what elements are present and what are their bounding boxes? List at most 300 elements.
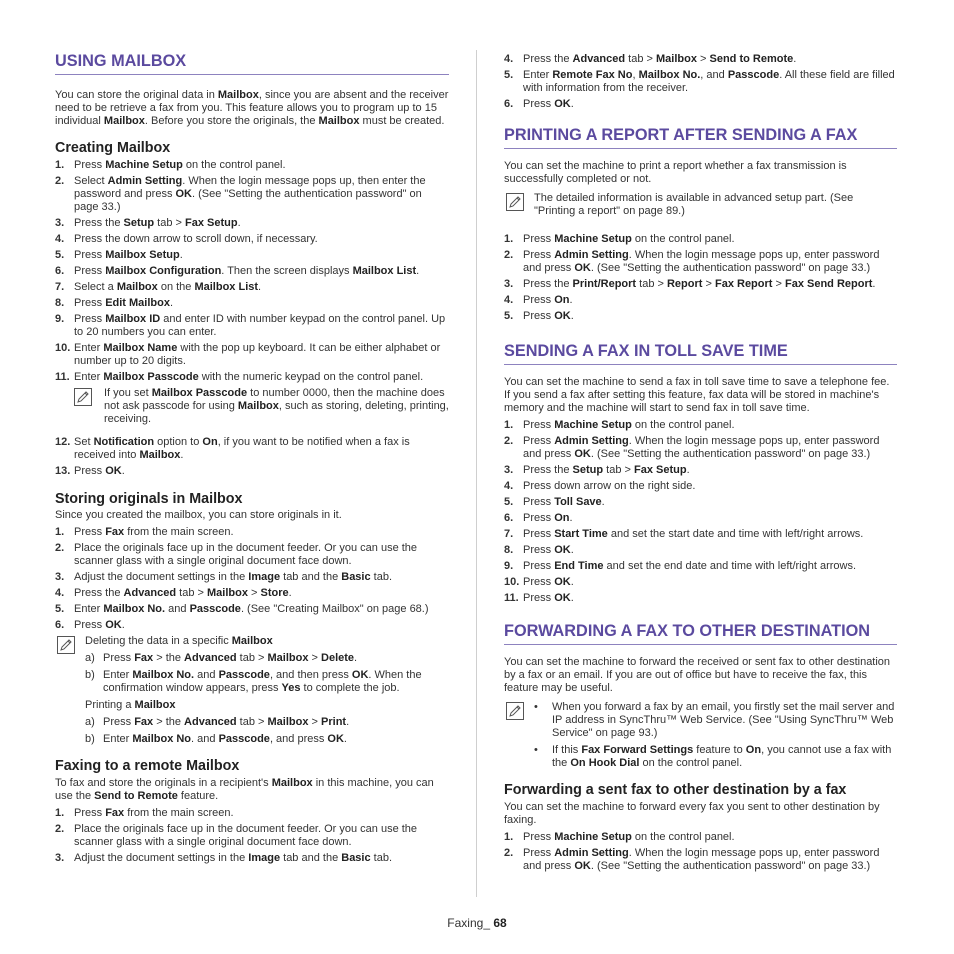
text-run: Enter: [523, 69, 553, 81]
text-run: Press the down arrow to scroll down, if necessary.: [74, 233, 318, 245]
list-item-text: [523, 435, 879, 460]
forward-sent-intro: [504, 801, 897, 827]
text-run: .: [258, 281, 262, 293]
text-run: Press: [74, 465, 106, 477]
list-item: [55, 465, 449, 478]
text-run: option to: [154, 436, 203, 448]
list-item: [504, 278, 897, 291]
text-run: .: [601, 496, 605, 508]
list-item-number: 8.: [504, 544, 514, 556]
list-item-text: [74, 603, 429, 615]
text-run: Press: [523, 512, 555, 524]
list-item-number: 9.: [504, 560, 514, 572]
list-item-number: 3.: [55, 571, 65, 583]
text-run: On: [554, 512, 570, 524]
list-item-number: 1.: [55, 526, 65, 538]
text-run: Press: [523, 419, 555, 431]
subsection-title-storing-originals: Storing originals in Mailbox: [55, 491, 243, 507]
text-run: OK: [175, 188, 192, 200]
text-run: , and then press: [269, 669, 352, 681]
text-run: If this: [552, 744, 582, 756]
text-run: Press: [523, 592, 555, 604]
text-run: Mailbox Passcode: [151, 387, 248, 399]
using-mailbox-intro: [55, 89, 449, 128]
text-run: Fax Setup: [633, 464, 687, 476]
text-run: Press: [523, 496, 555, 508]
text-run: and: [165, 603, 190, 615]
text-run: Mailbox: [271, 777, 313, 789]
list-item-text: [523, 528, 863, 540]
text-run: >: [772, 278, 785, 290]
text-run: . and: [191, 733, 219, 745]
subsection-title-forward-sent: Forwarding a sent fax to other destination by a fax: [504, 782, 847, 798]
list-item: [55, 587, 449, 600]
text-run: OK: [327, 733, 344, 745]
list-item: [504, 69, 897, 95]
text-run: Machine Setup: [554, 419, 632, 431]
text-run: Press: [523, 847, 555, 859]
note-forwarding: [504, 701, 897, 770]
text-run: Mailbox: [318, 115, 360, 127]
text-run: .: [169, 297, 174, 309]
text-run: Mailbox List: [194, 281, 259, 293]
text-run: Mailbox: [103, 115, 145, 127]
creating-mailbox-steps-continued: [55, 436, 449, 478]
text-run: On: [202, 436, 218, 448]
text-run: Advanced: [123, 587, 177, 599]
text-run: to number 0000, then the machine does not ask passcode for using: [104, 387, 445, 412]
text-run: .: [570, 592, 574, 604]
page-number: 68: [493, 916, 507, 930]
text-run: tab >: [636, 278, 667, 290]
list-item-number: 6.: [504, 98, 514, 110]
text-run: > the: [153, 652, 185, 664]
list-item: [55, 603, 449, 616]
text-run: , such as storing, deleting, printing, receiving.: [104, 400, 449, 425]
list-item-number: 3.: [55, 852, 65, 864]
subsection-title-faxing-remote: Faxing to a remote Mailbox: [55, 758, 240, 774]
list-item-number: 2.: [504, 435, 514, 447]
text-run: , since you are absent and the receiver need to be retrieve a fax from you. This feature allows you to program up to 15 individual: [55, 89, 449, 127]
storing-originals-steps: [55, 526, 449, 632]
list-item-number: 1.: [55, 159, 65, 171]
list-item-text: [523, 310, 574, 322]
list-item-number: 10.: [55, 342, 71, 354]
section-title-printing-report: PRINTING A REPORT AFTER SENDING A FAX: [504, 126, 897, 149]
text-run: . All these field are filled with information from the receiver.: [523, 69, 895, 94]
list-item-number: 3.: [55, 217, 65, 229]
section-title-forwarding: FORWARDING A FAX TO OTHER DESTINATION: [504, 622, 897, 645]
note-pencil-icon: [506, 702, 524, 720]
text-run: Fax: [134, 716, 154, 728]
text-run: Notification: [93, 436, 155, 448]
text-run: Mailbox: [267, 652, 309, 664]
text-run: Start Time: [554, 528, 608, 540]
list-item-text: [74, 619, 125, 631]
note-passcode-text: [85, 387, 449, 426]
list-item-text: [74, 587, 292, 599]
list-item-number: 10.: [504, 576, 520, 588]
text-run: . When the confirmation window appears, press: [103, 669, 422, 694]
text-run: . When the login message pops up, enter password and press: [523, 249, 880, 274]
text-run: OK: [574, 860, 591, 872]
text-run: Mailbox: [116, 281, 158, 293]
text-run: from the main screen.: [124, 807, 234, 819]
text-run: tab >: [236, 716, 268, 728]
section-title-using-mailbox: USING MAILBOX: [55, 52, 449, 75]
text-run: Mailbox: [656, 53, 697, 65]
text-run: tab.: [370, 852, 393, 864]
text-run: . Before you store the originals, the: [144, 115, 319, 127]
text-run: >: [702, 278, 715, 290]
text-run: Image: [248, 852, 281, 864]
text-run: Admin Setting: [554, 435, 629, 447]
list-item-number: 1.: [504, 831, 514, 843]
faxing-remote-intro: [55, 777, 449, 803]
text-run: . Then the screen displays: [221, 265, 353, 277]
text-run: . (See "Setting the authentication password" on page 33.): [590, 262, 871, 274]
list-item-number: 2.: [55, 175, 65, 187]
text-run: Mailbox Passcode: [103, 371, 199, 383]
text-run: Passcode: [727, 69, 780, 81]
text-run: .: [872, 278, 876, 290]
list-item-number: 2.: [55, 542, 65, 554]
list-item: [504, 310, 897, 323]
list-item-text: [103, 669, 422, 694]
list-item: [55, 313, 449, 339]
text-run: on the control panel.: [631, 419, 735, 431]
list-item: [55, 265, 449, 278]
text-run: >: [308, 716, 322, 728]
list-item: [504, 544, 897, 557]
list-item: [504, 847, 897, 873]
text-run: tab >: [603, 464, 634, 476]
list-item: [55, 217, 449, 230]
text-run: feature to: [693, 744, 746, 756]
text-run: from the main screen.: [124, 526, 234, 538]
text-run: Delete: [321, 652, 355, 664]
toll-save-intro: [504, 376, 897, 415]
text-run: Press: [74, 807, 106, 819]
text-run: Mailbox No.: [103, 603, 166, 615]
list-item-number: 5.: [55, 603, 65, 615]
text-run: Admin Setting: [107, 175, 183, 187]
text-run: Advanced: [572, 53, 626, 65]
list-item-number: b): [85, 669, 95, 681]
text-run: You can set the machine to print a report whether a fax transmission is successfully completed or not.: [504, 160, 847, 185]
text-run: in this machine, you can use the: [55, 777, 434, 802]
text-run: Fax: [134, 652, 154, 664]
list-item: [55, 526, 449, 539]
list-item-number: 6.: [55, 619, 65, 631]
text-run: .: [288, 587, 292, 599]
list-item-number: 5.: [504, 310, 514, 322]
text-run: Press: [74, 159, 106, 171]
list-item-number: 4.: [504, 480, 514, 492]
text-run: >: [696, 53, 710, 65]
text-run: on the: [157, 281, 195, 293]
list-item: [504, 233, 897, 246]
text-run: The detailed information is available in advanced setup part. (See "Printing a report" on page 89.): [534, 192, 854, 217]
text-run: .: [343, 733, 347, 745]
text-run: . (See "Setting the authentication password" on page 33.): [590, 448, 871, 460]
list-item: [85, 733, 449, 746]
text-run: .: [569, 294, 573, 306]
text-run: To fax and store the originals in a recipient's: [55, 777, 272, 789]
list-item: [504, 464, 897, 477]
text-run: Mailbox Setup: [105, 249, 180, 261]
list-item-text: [523, 464, 690, 476]
list-item: [85, 669, 449, 695]
list-item-text: [74, 297, 173, 309]
text-run: on the control panel.: [631, 831, 735, 843]
list-item-number: 3.: [504, 278, 514, 290]
text-run: >: [247, 587, 261, 599]
list-item-text: [523, 831, 735, 843]
note-print-head: [85, 699, 449, 712]
list-item-text: [74, 571, 392, 583]
text-run: Printing a: [85, 699, 135, 711]
text-run: OK: [554, 576, 571, 588]
list-item-text: [523, 233, 735, 245]
text-run: Passcode: [189, 603, 241, 615]
text-run: .: [793, 53, 797, 65]
list-item-number: 2.: [504, 847, 514, 859]
text-run: Press down arrow on the right side.: [523, 480, 696, 492]
text-run: Enter: [74, 603, 104, 615]
list-item-number: 3.: [504, 464, 514, 476]
text-run: Place the originals face up in the document feeder. Or you can use the scanner glass with a single original document face down.: [74, 823, 418, 848]
text-run: Since you created the mailbox, you can store originals in it.: [55, 509, 342, 521]
text-run: You can store the original data in: [55, 89, 218, 101]
text-run: Yes: [281, 682, 301, 694]
text-run: Mailbox Name: [103, 342, 178, 354]
list-item-number: •: [534, 744, 538, 756]
text-run: Fax: [105, 526, 125, 538]
list-item-text: [103, 716, 349, 728]
text-run: Press: [523, 435, 555, 447]
text-run: must be created.: [359, 115, 445, 127]
list-item-text: [523, 69, 895, 94]
text-run: Press: [523, 294, 555, 306]
text-run: , if you want to be notified when a fax is received into: [74, 436, 410, 461]
text-run: Basic: [341, 852, 371, 864]
list-item: [55, 571, 449, 584]
text-run: Place the originals face up in the document feeder. Or you can use the scanner glass with a single original document face down.: [74, 542, 418, 567]
text-run: tab.: [370, 571, 393, 583]
list-item: [534, 701, 897, 740]
list-item: [55, 342, 449, 368]
text-run: On Hook Dial: [570, 757, 640, 769]
text-run: .: [180, 449, 184, 461]
text-run: Advanced: [184, 716, 237, 728]
forward-sent-steps: [504, 831, 897, 873]
text-run: Press: [523, 576, 555, 588]
list-item: [504, 98, 897, 111]
list-item-text: [74, 436, 410, 461]
text-run: tab and the: [280, 571, 342, 583]
text-run: Press: [523, 528, 555, 540]
text-run: Press the: [74, 217, 124, 229]
text-run: to complete the job.: [300, 682, 400, 694]
text-run: Press: [103, 716, 135, 728]
text-run: Print/Report: [572, 278, 637, 290]
list-item: [55, 852, 449, 865]
text-run: On: [745, 744, 762, 756]
page-footer: [0, 916, 954, 930]
list-item: [504, 831, 897, 844]
list-item-text: [523, 496, 605, 508]
text-run: You can set the machine to forward every fax you sent to other destination by faxing.: [504, 801, 880, 826]
text-run: Press: [74, 249, 106, 261]
list-item-text: [523, 560, 856, 572]
list-item: [504, 249, 897, 275]
text-run: .: [570, 544, 574, 556]
list-item-number: 8.: [55, 297, 65, 309]
text-run: OK: [574, 448, 591, 460]
list-item-number: 1.: [55, 807, 65, 819]
creating-mailbox-steps: [55, 159, 449, 384]
list-item-text: [74, 542, 417, 567]
text-run: .: [121, 465, 125, 477]
text-run: Fax Setup: [184, 217, 238, 229]
text-run: Fax Forward Settings: [581, 744, 694, 756]
text-run: >: [308, 652, 322, 664]
text-run: Enter: [74, 371, 104, 383]
left-column: [55, 48, 449, 868]
text-run: OK: [351, 669, 369, 681]
text-run: .: [354, 652, 358, 664]
text-run: OK: [554, 310, 571, 322]
note-print-items: [85, 716, 449, 746]
text-run: , you cannot use a fax with the: [552, 744, 892, 769]
text-run: Fax: [105, 807, 125, 819]
list-item: [504, 496, 897, 509]
text-run: Admin Setting: [554, 847, 629, 859]
text-run: > the: [153, 716, 185, 728]
text-run: . (See "Setting the authentication password" on page 33.): [590, 860, 871, 872]
text-run: .: [179, 249, 183, 261]
text-run: Mailbox: [217, 89, 259, 101]
text-run: Mailbox: [237, 400, 279, 412]
text-run: Press: [74, 297, 106, 309]
list-item: [55, 297, 449, 310]
text-run: Report: [666, 278, 703, 290]
text-run: Press: [523, 98, 555, 110]
list-item: [504, 560, 897, 573]
list-item-text: [552, 744, 891, 769]
note-delete-head: [85, 635, 449, 648]
text-run: Edit Mailbox: [105, 297, 170, 309]
text-run: End Time: [554, 560, 604, 572]
text-run: . (See "Creating Mailbox" on page 68.): [240, 603, 429, 615]
subsection-title-creating-mailbox: Creating Mailbox: [55, 140, 171, 156]
list-item: [504, 480, 897, 493]
text-run: .: [686, 464, 690, 476]
list-item-text: [103, 733, 347, 745]
list-item: [504, 576, 897, 589]
list-item: [55, 619, 449, 632]
text-run: OK: [554, 544, 571, 556]
text-run: Enter: [74, 342, 104, 354]
text-run: Mailbox Configuration: [105, 265, 222, 277]
list-item-number: 5.: [504, 496, 514, 508]
list-item-number: 4.: [55, 587, 65, 599]
text-run: Press: [523, 310, 555, 322]
list-item: [55, 281, 449, 294]
list-item: [504, 435, 897, 461]
text-run: .: [570, 310, 574, 322]
list-item-text: [74, 233, 318, 245]
text-run: Fax Send Report: [785, 278, 873, 290]
text-run: Mailbox: [231, 635, 273, 647]
text-run: , and: [700, 69, 728, 81]
right-column: [504, 53, 897, 876]
list-item-text: [74, 281, 261, 293]
list-item-text: [523, 847, 879, 872]
list-item-text: [523, 544, 574, 556]
list-item-text: [523, 53, 796, 65]
text-run: Mailbox No.: [132, 669, 195, 681]
section-title-toll-save: SENDING A FAX IN TOLL SAVE TIME: [504, 342, 897, 365]
list-item-number: 13.: [55, 465, 71, 477]
text-run: Mailbox No: [132, 733, 192, 745]
list-item-number: 7.: [55, 281, 65, 293]
text-run: and: [194, 669, 219, 681]
text-run: Machine Setup: [554, 233, 632, 245]
list-item: [55, 159, 449, 172]
text-run: on the control panel.: [631, 233, 735, 245]
list-item-text: [103, 652, 357, 664]
text-run: Toll Save: [554, 496, 602, 508]
text-run: Set: [74, 436, 94, 448]
text-run: Advanced: [184, 652, 237, 664]
text-run: Press: [523, 233, 555, 245]
text-run: Print: [321, 716, 347, 728]
list-item-number: 1.: [504, 419, 514, 431]
list-item-number: a): [85, 716, 95, 728]
list-item: [504, 528, 897, 541]
text-run: . When the login message pops up, enter password and press: [523, 847, 880, 872]
list-item: [55, 233, 449, 246]
text-run: Passcode: [218, 669, 270, 681]
text-run: Press: [523, 249, 555, 261]
text-run: tab >: [236, 652, 268, 664]
text-run: . (See "Setting the authentication password" on page 33.): [74, 188, 422, 213]
text-run: Enter: [103, 733, 133, 745]
text-run: When you forward a fax by an email, you firstly set the mail server and IP address in SyncThru™ Web Service. (See "Using SyncThru™ Web Service" on page 93.): [552, 701, 895, 739]
forwarding-bullets: [534, 701, 897, 770]
text-run: OK: [105, 465, 122, 477]
text-run: .: [121, 619, 125, 631]
text-run: Setup: [123, 217, 155, 229]
list-item-text: [74, 265, 419, 277]
text-run: . When the login message pops up, enter password and press: [523, 435, 880, 460]
text-run: Enter: [103, 669, 133, 681]
text-run: ,: [632, 69, 639, 81]
text-run: on the control panel.: [639, 757, 743, 769]
text-run: Mailbox: [139, 449, 181, 461]
text-run: tab >: [625, 53, 656, 65]
text-run: Press: [74, 313, 106, 325]
list-item: [55, 175, 449, 214]
list-item: [504, 512, 897, 525]
text-run: with the numeric keypad on the control panel.: [198, 371, 424, 383]
text-run: Press the: [74, 587, 124, 599]
text-run: Basic: [341, 571, 371, 583]
list-item-number: b): [85, 733, 95, 745]
text-run: .: [416, 265, 420, 277]
